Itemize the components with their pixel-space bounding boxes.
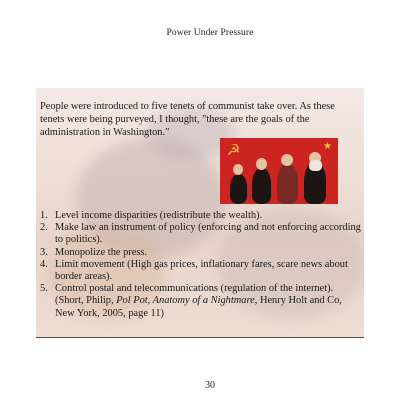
citation-prefix: (Short, Philip, — [55, 295, 117, 307]
tenet-item — [40, 210, 362, 222]
propaganda-poster — [220, 138, 338, 204]
poster-figure-beard — [309, 160, 322, 171]
poster-figure — [277, 164, 298, 204]
star-icon: ★ — [323, 141, 332, 152]
tenet-number: 5. — [40, 283, 48, 295]
hammer-and-sickle-icon: ☭ — [227, 143, 241, 159]
tenet-item — [40, 283, 362, 320]
tenet-number: 1. — [40, 210, 48, 221]
slide-image — [36, 88, 364, 338]
slide-intro-text: People were introduced to five tenets of communist take over. As these tenets were being purveyed, I thought, "these are the goals of the administration in Washington." — [40, 101, 335, 138]
tenet-text-with-citation — [55, 283, 362, 320]
poster-figure-head — [256, 158, 267, 170]
tenet-item — [40, 222, 362, 246]
poster-figure-head — [233, 164, 243, 175]
tenet-text: Make law an instrument of policy (enforcing and not enforcing according to politics). — [55, 222, 361, 246]
tenet-number: 4. — [40, 258, 48, 270]
poster-figure-head — [281, 154, 293, 166]
tenets-list — [40, 210, 362, 320]
running-head: Power Under Pressure — [166, 28, 254, 38]
tenet-text: Control postal and telecommunications (regulation of the internet). — [55, 283, 334, 295]
tenet-text: Monopolize the press. — [55, 246, 148, 258]
page-number: 30 — [205, 380, 215, 391]
tenet-number: 2. — [40, 222, 48, 234]
tenet-text: Level income disparities (redistribute the wealth). — [55, 210, 263, 221]
citation-book-title: Pol Pot, Anatomy of a Nightmare — [116, 295, 255, 307]
citation-suffix: , Henry Holt and Co, New York, 2005, page 11) — [55, 295, 342, 319]
poster-figure — [252, 168, 271, 204]
poster-figure — [230, 174, 247, 204]
tenet-text: Limit movement (High gas prices, inflationary fares, scare news about border areas). — [55, 258, 348, 283]
tenet-item — [40, 247, 362, 259]
tenet-item — [40, 259, 362, 283]
tenet-number: 3. — [40, 246, 48, 258]
